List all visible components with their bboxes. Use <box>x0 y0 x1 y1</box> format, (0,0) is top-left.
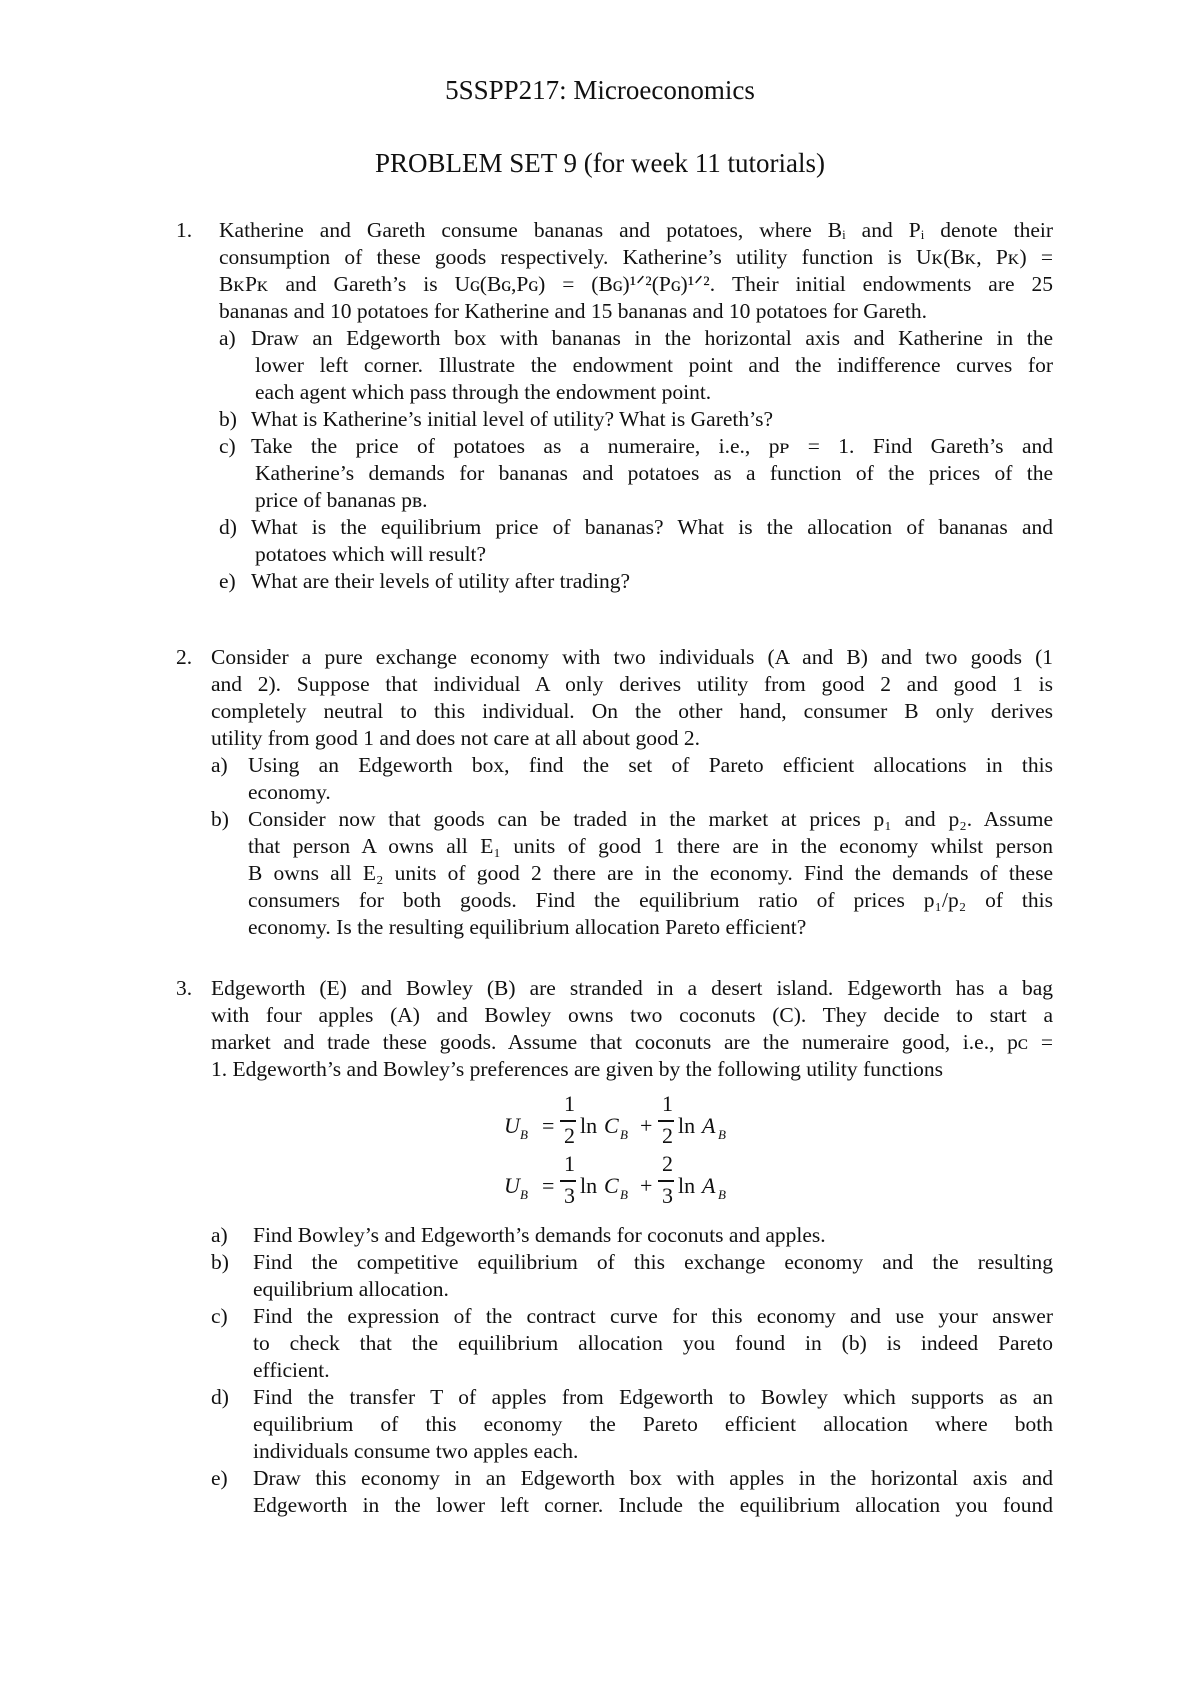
problem-text-line: Edgeworth (E) and Bowley (B) are stranded in a desert island. Edgeworth has a bag <box>211 976 1053 1000</box>
part-text-line: Find Bowley’s and Edgeworth’s demands for coconuts and apples. <box>253 1223 826 1247</box>
part-text-line: B owns all E₂ units of good 2 there are in the economy. Find the demands of these <box>248 861 1053 885</box>
part-text-line: Edgeworth in the lower left corner. Include the equilibrium allocation you found <box>253 1493 1053 1517</box>
problem-text-line: Katherine and Gareth consume bananas and potatoes, where Bᵢ and Pᵢ denote their <box>219 218 1053 242</box>
eq-var1: C <box>604 1113 619 1138</box>
eq-var1-subscript: B <box>620 1127 628 1142</box>
problem-number: 3. <box>176 976 193 1000</box>
eq-coef2-numerator: 1 <box>662 1091 673 1116</box>
part-label: d) <box>211 1385 229 1409</box>
eq-coef1-denominator: 3 <box>564 1183 575 1208</box>
part-text-line: What is Katherine’s initial level of utility? What is Gareth’s? <box>251 407 774 431</box>
problem-text-line: consumption of these goods respectively. Katherine’s utility function is Uᴋ(Bᴋ, Pᴋ) = <box>219 245 1053 269</box>
fraction-bar <box>560 1120 576 1122</box>
problem-text-line: and 2). Suppose that individual A only derives utility from good 2 and good 1 is <box>211 672 1053 696</box>
problem-set-title: PROBLEM SET 9 (for week 11 tutorials) <box>375 148 825 178</box>
part-label: b) <box>211 807 229 831</box>
part-text-line: Katherine’s demands for bananas and potatoes as a function of the prices of the <box>255 461 1053 485</box>
part-label: c) <box>211 1304 228 1328</box>
eq-coef2-numerator: 2 <box>662 1151 673 1176</box>
eq-equals: = <box>542 1173 555 1198</box>
eq-coef1-denominator: 2 <box>564 1123 575 1148</box>
part-text-line: economy. <box>248 780 331 804</box>
problem-number: 2. <box>176 645 193 669</box>
fraction-bar <box>560 1180 576 1182</box>
problem-number: 1. <box>176 218 193 242</box>
eq-lhs-subscript: B <box>520 1187 528 1202</box>
part-label: e) <box>211 1466 228 1490</box>
part-text-line: economy. Is the resulting equilibrium allocation Pareto efficient? <box>248 915 807 939</box>
part-label: c) <box>219 434 236 458</box>
part-text-line: individuals consume two apples each. <box>253 1439 579 1463</box>
eq-var1: C <box>604 1173 619 1198</box>
eq-ln1: ln <box>580 1173 598 1198</box>
part-text-line: Draw an Edgeworth box with bananas in the horizontal axis and Katherine in the <box>251 326 1053 350</box>
part-text-line: that person A owns all E₁ units of good 1 there are in the economy whilst person <box>248 834 1053 858</box>
eq-ln1: ln <box>580 1113 598 1138</box>
fraction-bar <box>658 1180 674 1182</box>
part-label: d) <box>219 515 237 539</box>
eq-lhs: U <box>504 1173 520 1198</box>
eq-var2-subscript: B <box>718 1187 726 1202</box>
problem-text-line: Consider a pure exchange economy with two individuals (A and B) and two goods (1 <box>211 645 1053 669</box>
part-text-line: potatoes which will result? <box>255 542 487 566</box>
eq-plus: + <box>640 1113 653 1138</box>
part-text-line: equilibrium of this economy the Pareto efficient allocation where both <box>253 1412 1053 1436</box>
eq-lhs: U <box>504 1113 520 1138</box>
problem-text-line: market and trade these goods. Assume that coconuts are the numeraire good, i.e., pᴄ = <box>211 1030 1053 1054</box>
part-text-line: each agent which pass through the endowment point. <box>255 380 712 404</box>
problem-text-line: BᴋPᴋ and Gareth’s is Uɢ(Bɢ,Pɢ) = (Bɢ)¹ᐟ²(Pɢ)¹ᐟ². Their initial endowments are 25 <box>219 272 1053 296</box>
part-label: a) <box>211 1223 228 1247</box>
eq-var2: A <box>702 1173 716 1198</box>
eq-coef1-numerator: 1 <box>564 1151 575 1176</box>
eq-ln2: ln <box>678 1113 696 1138</box>
eq-coef2-denominator: 3 <box>662 1183 673 1208</box>
problem-text-line: 1. Edgeworth’s and Bowley’s preferences are given by the following utility functions <box>211 1057 944 1081</box>
part-label: e) <box>219 569 236 593</box>
course-title: 5SSPP217: Microeconomics <box>445 75 755 105</box>
utility-equation-2 <box>500 1152 760 1220</box>
part-text-line: Find the transfer T of apples from Edgeworth to Bowley which supports as an <box>253 1385 1053 1409</box>
part-label: b) <box>219 407 237 431</box>
part-text-line: consumers for both goods. Find the equilibrium ratio of prices p₁/p₂ of this <box>248 888 1053 912</box>
fraction-bar <box>658 1120 674 1122</box>
part-text-line: Using an Edgeworth box, find the set of Pareto efficient allocations in this <box>248 753 1053 777</box>
part-text-line: price of bananas pʙ. <box>255 488 428 512</box>
eq-coef1-numerator: 1 <box>564 1091 575 1116</box>
problem-text-line: bananas and 10 potatoes for Katherine and 15 bananas and 10 potatoes for Gareth. <box>219 299 928 323</box>
part-text-line: Draw this economy in an Edgeworth box with apples in the horizontal axis and <box>253 1466 1053 1490</box>
part-text-line: Take the price of potatoes as a numeraire, i.e., pᴘ = 1. Find Gareth’s and <box>251 434 1053 458</box>
eq-plus: + <box>640 1173 653 1198</box>
eq-var1-subscript: B <box>620 1187 628 1202</box>
part-text-line: Consider now that goods can be traded in the market at prices p₁ and p₂. Assume <box>248 807 1053 831</box>
part-text-line: What are their levels of utility after trading? <box>251 569 631 593</box>
part-text-line: Find the competitive equilibrium of this exchange economy and the resulting <box>253 1250 1053 1274</box>
problem-text-line: utility from good 1 and does not care at all about good 2. <box>211 726 701 750</box>
eq-var2: A <box>702 1113 716 1138</box>
part-label: a) <box>219 326 236 350</box>
eq-var2-subscript: B <box>718 1127 726 1142</box>
problem-text-line: with four apples (A) and Bowley owns two coconuts (C). They decide to start a <box>211 1003 1053 1027</box>
problem-text-line: completely neutral to this individual. On the other hand, consumer B only derives <box>211 699 1053 723</box>
eq-lhs-subscript: B <box>520 1127 528 1142</box>
part-text-line: efficient. <box>253 1358 330 1382</box>
utility-equation-1 <box>500 1092 760 1160</box>
part-text-line: Find the expression of the contract curve for this economy and use your answer <box>253 1304 1053 1328</box>
eq-ln2: ln <box>678 1173 696 1198</box>
part-text-line: What is the equilibrium price of bananas? What is the allocation of bananas and <box>251 515 1053 539</box>
part-text-line: to check that the equilibrium allocation you found in (b) is indeed Pareto <box>253 1331 1053 1355</box>
part-label: a) <box>211 753 228 777</box>
eq-coef2-denominator: 2 <box>662 1123 673 1148</box>
part-text-line: lower left corner. Illustrate the endowment point and the indifference curves for <box>255 353 1053 377</box>
part-text-line: equilibrium allocation. <box>253 1277 449 1301</box>
eq-equals: = <box>542 1113 555 1138</box>
part-label: b) <box>211 1250 229 1274</box>
